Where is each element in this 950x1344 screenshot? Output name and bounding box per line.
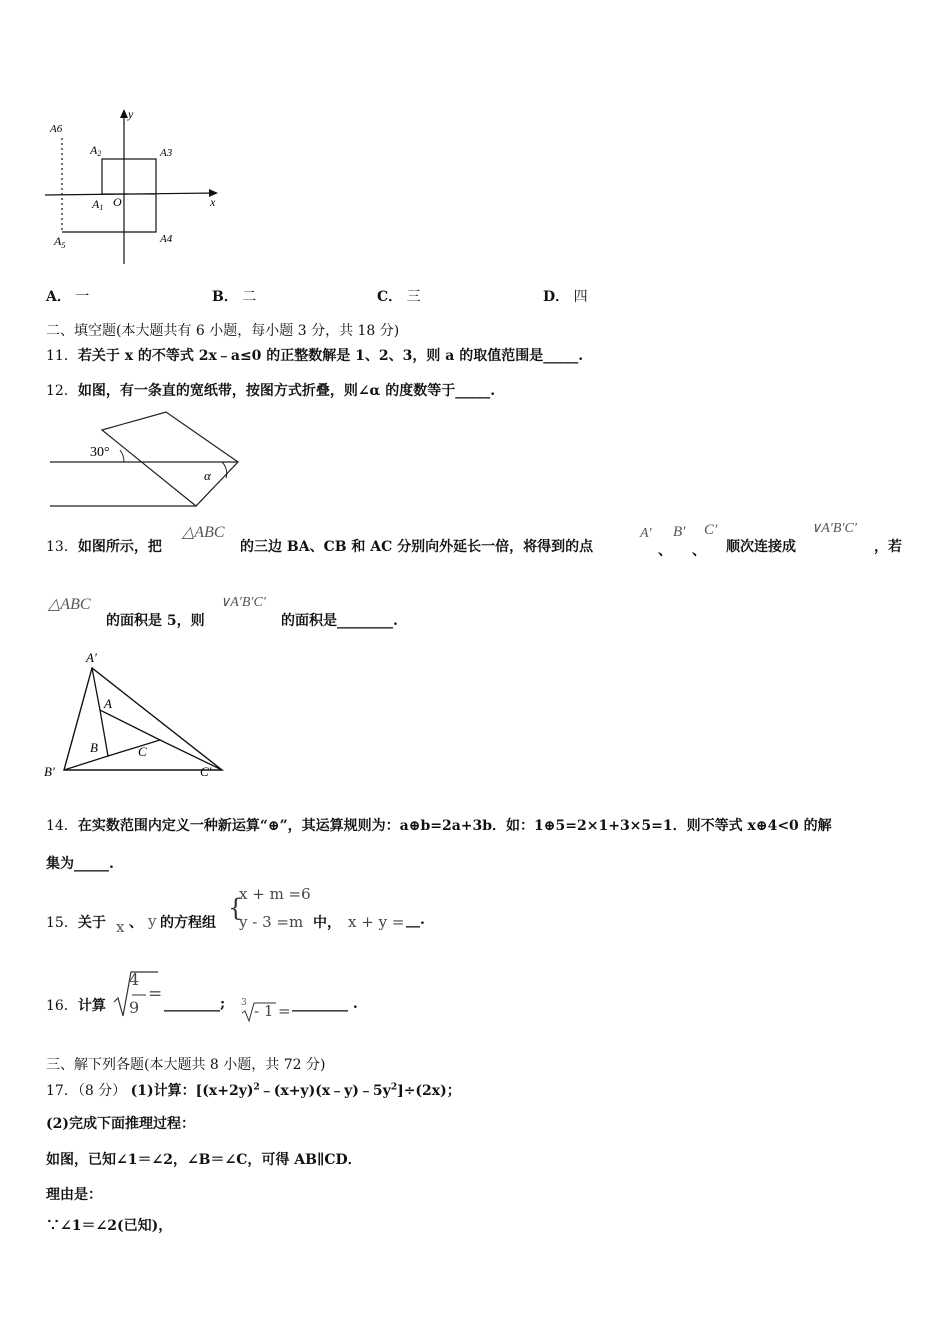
triangle-a-prime-b-prime-c-prime-2: ∨A′B′C′	[220, 595, 266, 610]
variable-y: y	[148, 912, 157, 930]
a3-label: A3	[160, 147, 173, 159]
separator-1: 、	[658, 543, 672, 559]
question-14-line-1: 14．在实数范围内定义一种新运算“⊕”，其运算规则为：a⊕b=2a+3b．如：1⊕5=2×1+3×5=1．则不等式 x⊕4<0 的解	[46, 818, 832, 834]
section-3-heading: 三、解下列各题(本大题共 8 小题，共 72 分)	[46, 1057, 326, 1073]
question-16-prefix: 16．计算	[46, 998, 106, 1014]
denominator-9: 9	[129, 998, 140, 1017]
triangle-abc: △ABC	[182, 524, 225, 541]
question-13-text-6: 的面积是________.	[281, 613, 398, 629]
x-label: x	[210, 195, 216, 209]
y-label: y	[128, 107, 134, 121]
numerator-4: 4	[129, 970, 140, 989]
inner-triangle	[100, 710, 160, 756]
answer-blank-16b: ________ .	[292, 996, 358, 1012]
given-statement: 如图，已知∠1＝∠2，∠B＝∠C，可得 AB∥CD．	[46, 1152, 362, 1168]
question-12: 12．如图，有一条直的宽纸带，按图方式折叠，则∠α 的度数等于_____.	[46, 383, 496, 399]
y-axis-arrow	[120, 109, 128, 118]
a5-label: $A_5$	[54, 234, 66, 250]
label-b-prime: B′	[44, 764, 55, 779]
equation-2: y - 3 =m	[239, 913, 304, 931]
extension-cb	[64, 756, 108, 770]
question-13-text-4: ，若	[874, 539, 902, 555]
system-brace: {	[228, 894, 244, 922]
fold-dashed	[196, 462, 238, 506]
extension-ac	[160, 740, 222, 770]
equals-sign-1: =	[148, 984, 163, 1004]
angle-30-label: 30°	[90, 445, 110, 460]
option-b[interactable]: B． 二	[212, 289, 257, 305]
point-b-prime: B′	[673, 524, 686, 540]
reason-heading: 理由是：	[46, 1187, 102, 1203]
option-c[interactable]: C． 三	[377, 289, 421, 305]
coordinate-figure	[38, 104, 228, 270]
question-13-text-2: 的三边 BA、CB 和 AC 分别向外延长一倍，将得到的点	[240, 539, 594, 555]
reason-line-1: ∵∠1＝∠2(已知)，	[46, 1218, 173, 1234]
folded-part	[102, 412, 238, 506]
question-17: 17．（8 分） (1)计算：$[(x+2y)^2﹣(x+y)(x﹣y)﹣5y^2]\div(2x)$；	[46, 1082, 461, 1099]
separator-2: 、	[692, 543, 706, 559]
answer-blank-16a: ________;	[164, 996, 226, 1012]
variable-x: x	[116, 918, 125, 936]
paper-strip-figure	[44, 410, 250, 512]
answer-blank-15: __.	[406, 912, 425, 928]
question-11: 11．若关于 x 的不等式 2x﹣a≤0 的正整数解是 1、2、3，则 a 的取值范围是_____.	[46, 348, 584, 364]
point-c-prime: C′	[704, 522, 718, 538]
separator: 、	[129, 915, 143, 931]
label-c-prime: C′	[200, 764, 212, 779]
a2-label: A2	[90, 143, 102, 158]
question-13-text-3: 顺次连接成	[726, 539, 796, 555]
question-14-line-2: 集为_____.	[46, 856, 114, 872]
section-2-heading: 二、填空题(本大题共有 6 小题，每小题 3 分，共 18 分)	[46, 323, 400, 339]
label-a: A	[104, 696, 112, 711]
option-d[interactable]: D． 四	[543, 289, 588, 305]
part-2-heading: (2)完成下面推理过程：	[46, 1116, 195, 1132]
equals-sign-2: =	[278, 1002, 291, 1020]
origin-label: O	[113, 195, 122, 209]
triangle-figure	[40, 648, 226, 784]
rect-a2-a3	[102, 159, 156, 194]
triangle-abc-2: △ABC	[48, 596, 91, 613]
point-a-prime: A′	[640, 526, 652, 541]
a1-label: A1	[92, 197, 104, 212]
option-a[interactable]: A． 一	[46, 289, 90, 305]
triangle-a-prime-b-prime-c-prime: ∨A′B′C′	[811, 521, 857, 536]
angle-30-arc	[120, 450, 124, 462]
cube-root-index: 3	[241, 998, 247, 1008]
question-15-text-2: 的方程组	[160, 915, 216, 931]
label-a-prime: A′	[86, 650, 97, 665]
sum-expression: x + y =	[348, 913, 405, 931]
extension-ba	[92, 668, 100, 710]
label-b: B	[90, 740, 98, 755]
rect-a4-a5	[62, 194, 156, 232]
alpha-label: α	[204, 468, 211, 483]
radicand-neg-1: - 1	[254, 1002, 274, 1020]
question-15-text-3: 中，	[313, 915, 341, 931]
a4-label: A4	[160, 233, 173, 245]
question-13-line-1: 13．如图所示，把	[46, 539, 162, 555]
a6-label: A6	[50, 123, 63, 135]
label-c: C	[138, 744, 147, 759]
equation-1: x + m =6	[239, 885, 311, 903]
question-13-text-5: 的面积是 5，则	[106, 613, 205, 629]
question-15-prefix: 15．关于	[46, 915, 106, 931]
